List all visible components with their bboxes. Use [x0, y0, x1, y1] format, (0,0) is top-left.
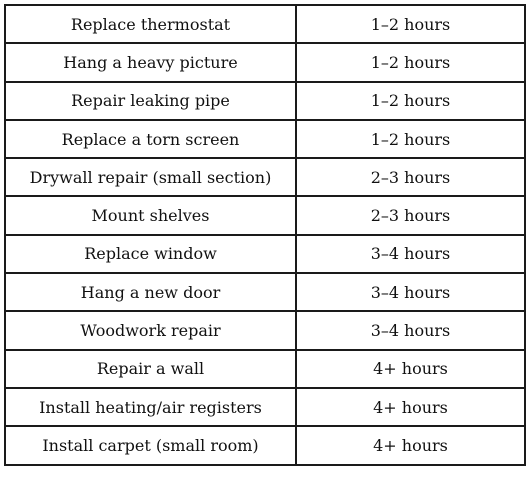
- table-row: [5, 43, 525, 81]
- table-row: [5, 120, 525, 158]
- task-time-table: [4, 4, 526, 466]
- table-row: [5, 273, 525, 311]
- task-cell: Mount shelves: [5, 196, 296, 234]
- time-cell: 4+ hours: [296, 388, 525, 426]
- time-cell: 4+ hours: [296, 350, 525, 388]
- table-row: [5, 196, 525, 234]
- time-cell: 2–3 hours: [296, 158, 525, 196]
- task-cell: Replace window: [5, 235, 296, 273]
- task-cell: Woodwork repair: [5, 311, 296, 349]
- task-cell: Repair leaking pipe: [5, 82, 296, 120]
- time-cell: 3–4 hours: [296, 235, 525, 273]
- time-cell: 2–3 hours: [296, 196, 525, 234]
- table-row: [5, 388, 525, 426]
- table-row: [5, 426, 525, 464]
- time-cell: 4+ hours: [296, 426, 525, 464]
- task-cell: Replace thermostat: [5, 5, 296, 43]
- time-cell: 1–2 hours: [296, 5, 525, 43]
- task-cell: Hang a new door: [5, 273, 296, 311]
- task-cell: Hang a heavy picture: [5, 43, 296, 81]
- task-cell: Install heating/air registers: [5, 388, 296, 426]
- table-body: [5, 5, 525, 465]
- table-row: [5, 82, 525, 120]
- time-cell: 1–2 hours: [296, 120, 525, 158]
- time-cell: 3–4 hours: [296, 273, 525, 311]
- time-cell: 1–2 hours: [296, 82, 525, 120]
- task-cell: Drywall repair (small section): [5, 158, 296, 196]
- table-row: [5, 5, 525, 43]
- time-cell: 3–4 hours: [296, 311, 525, 349]
- table-row: [5, 158, 525, 196]
- table-row: [5, 311, 525, 349]
- task-cell: Install carpet (small room): [5, 426, 296, 464]
- table-row: [5, 350, 525, 388]
- table-row: [5, 235, 525, 273]
- task-cell: Replace a torn screen: [5, 120, 296, 158]
- time-cell: 1–2 hours: [296, 43, 525, 81]
- task-cell: Repair a wall: [5, 350, 296, 388]
